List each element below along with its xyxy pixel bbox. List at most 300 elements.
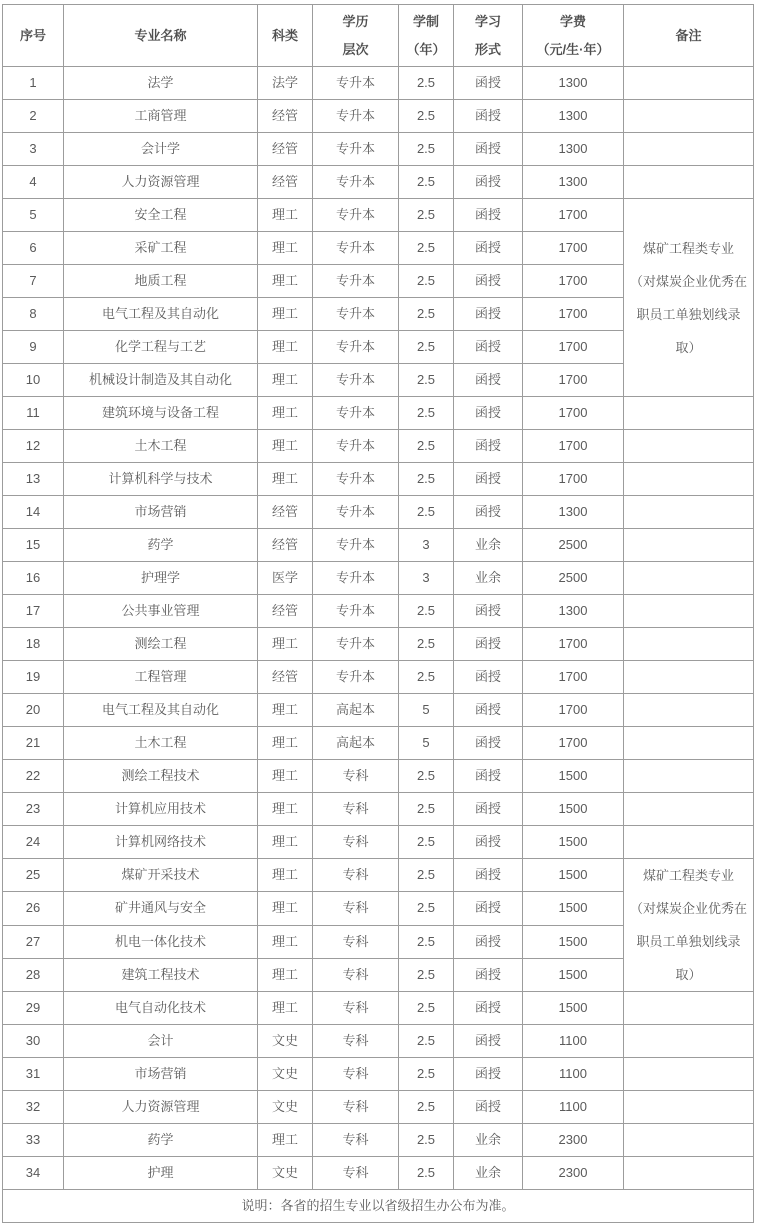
- cell-note-empty: [624, 133, 754, 166]
- cell-fee: 1500: [523, 892, 624, 925]
- cell-major: 药学: [64, 529, 258, 562]
- cell-level: 专科: [313, 1091, 399, 1124]
- table-row: [3, 529, 754, 562]
- table-header: [3, 5, 754, 67]
- cell-num: 30: [3, 1025, 64, 1058]
- cell-category: 理工: [258, 892, 313, 925]
- cell-form: 函授: [454, 265, 523, 298]
- cell-category: 经管: [258, 529, 313, 562]
- cell-fee: 1700: [523, 397, 624, 430]
- cell-category: 理工: [258, 925, 313, 958]
- header-label-line: 科类: [271, 27, 298, 43]
- table-row: [3, 133, 754, 166]
- table-row: [3, 1124, 754, 1157]
- cell-num: 31: [3, 1058, 64, 1091]
- table-row: [3, 199, 754, 232]
- cell-fee: 2300: [523, 1124, 624, 1157]
- table-row: [3, 694, 754, 727]
- cell-level: 专科: [313, 1058, 399, 1091]
- cell-years: 2.5: [399, 595, 454, 628]
- cell-note-empty: [624, 562, 754, 595]
- table-footer: [3, 1190, 754, 1223]
- cell-num: 26: [3, 892, 64, 925]
- cell-form: 函授: [454, 793, 523, 826]
- cell-major: 煤矿开采技术: [64, 859, 258, 892]
- header-cell-note: [624, 5, 754, 67]
- cell-form: 函授: [454, 958, 523, 991]
- cell-major: 计算机网络技术: [64, 826, 258, 859]
- cell-major: 计算机应用技术: [64, 793, 258, 826]
- cell-years: 2.5: [399, 232, 454, 265]
- cell-note-empty: [624, 166, 754, 199]
- cell-years: 2.5: [399, 199, 454, 232]
- cell-fee: 2500: [523, 529, 624, 562]
- cell-form: 函授: [454, 331, 523, 364]
- cell-years: 2.5: [399, 925, 454, 958]
- cell-major: 人力资源管理: [64, 1091, 258, 1124]
- cell-fee: 1300: [523, 595, 624, 628]
- cell-num: 28: [3, 958, 64, 991]
- table-row: [3, 859, 754, 892]
- cell-num: 33: [3, 1124, 64, 1157]
- cell-num: 27: [3, 925, 64, 958]
- cell-major: 矿井通风与安全: [64, 892, 258, 925]
- cell-major: 市场营销: [64, 496, 258, 529]
- cell-category: 理工: [258, 232, 313, 265]
- header-label-line: 专业名称: [134, 27, 187, 43]
- cell-num: 14: [3, 496, 64, 529]
- cell-note-empty: [624, 661, 754, 694]
- cell-years: 2.5: [399, 661, 454, 694]
- cell-level: 专升本: [313, 628, 399, 661]
- table-row: [3, 595, 754, 628]
- cell-fee: 1300: [523, 100, 624, 133]
- cell-level: 专科: [313, 958, 399, 991]
- table-row: [3, 430, 754, 463]
- cell-category: 理工: [258, 958, 313, 991]
- cell-num: 12: [3, 430, 64, 463]
- cell-form: 函授: [454, 496, 523, 529]
- cell-form: 函授: [454, 430, 523, 463]
- cell-major: 公共事业管理: [64, 595, 258, 628]
- cell-fee: 1700: [523, 661, 624, 694]
- cell-major: 人力资源管理: [64, 166, 258, 199]
- cell-form: 函授: [454, 760, 523, 793]
- cell-num: 8: [3, 298, 64, 331]
- cell-years: 2.5: [399, 397, 454, 430]
- header-label-line: 学制: [412, 13, 439, 29]
- footer-row: [3, 1190, 754, 1223]
- cell-years: 2.5: [399, 67, 454, 100]
- cell-fee: 1700: [523, 463, 624, 496]
- cell-fee: 1700: [523, 265, 624, 298]
- header-cell-years: [399, 5, 454, 67]
- cell-fee: 1500: [523, 925, 624, 958]
- cell-category: 文史: [258, 1091, 313, 1124]
- cell-num: 22: [3, 760, 64, 793]
- cell-category: 经管: [258, 595, 313, 628]
- cell-num: 20: [3, 694, 64, 727]
- cell-level: 专升本: [313, 331, 399, 364]
- cell-form: 函授: [454, 364, 523, 397]
- cell-form: 函授: [454, 298, 523, 331]
- cell-level: 专科: [313, 1025, 399, 1058]
- cell-years: 2.5: [399, 793, 454, 826]
- cell-num: 15: [3, 529, 64, 562]
- cell-category: 理工: [258, 331, 313, 364]
- cell-note-empty: [624, 793, 754, 826]
- cell-years: 3: [399, 562, 454, 595]
- cell-major: 电气工程及其自动化: [64, 298, 258, 331]
- cell-fee: 1300: [523, 133, 624, 166]
- cell-level: 专升本: [313, 397, 399, 430]
- cell-note-empty: [624, 430, 754, 463]
- cell-fee: 1700: [523, 694, 624, 727]
- cell-num: 34: [3, 1157, 64, 1190]
- note-line: 取）: [675, 339, 702, 355]
- cell-years: 5: [399, 694, 454, 727]
- header-label-line: 学习: [474, 13, 501, 29]
- cell-level: 专升本: [313, 298, 399, 331]
- table-row: [3, 496, 754, 529]
- cell-fee: 2300: [523, 1157, 624, 1190]
- cell-note-empty: [624, 1091, 754, 1124]
- cell-num: 19: [3, 661, 64, 694]
- cell-category: 医学: [258, 562, 313, 595]
- cell-num: 18: [3, 628, 64, 661]
- cell-note-empty: [624, 992, 754, 1025]
- cell-num: 32: [3, 1091, 64, 1124]
- cell-level: 专升本: [313, 100, 399, 133]
- note-line: 煤矿工程类专业: [642, 868, 734, 883]
- cell-note-empty: [624, 463, 754, 496]
- cell-num: 5: [3, 199, 64, 232]
- cell-category: 理工: [258, 463, 313, 496]
- cell-note-empty: [624, 1157, 754, 1190]
- cell-fee: 1500: [523, 826, 624, 859]
- cell-major: 计算机科学与技术: [64, 463, 258, 496]
- note-line: 取）: [675, 967, 702, 982]
- cell-category: 理工: [258, 793, 313, 826]
- note-line: （对煤炭企业优秀在: [629, 273, 747, 289]
- cell-category: 理工: [258, 430, 313, 463]
- cell-form: 函授: [454, 232, 523, 265]
- header-label-line: （年）: [406, 41, 446, 57]
- header-label-line: （元/生·年）: [536, 41, 610, 57]
- cell-form: 函授: [454, 727, 523, 760]
- cell-major: 采矿工程: [64, 232, 258, 265]
- cell-major: 机械设计制造及其自动化: [64, 364, 258, 397]
- table-row: [3, 562, 754, 595]
- table-row: [3, 628, 754, 661]
- cell-form: 函授: [454, 992, 523, 1025]
- cell-num: 25: [3, 859, 64, 892]
- table-row: [3, 826, 754, 859]
- cell-num: 13: [3, 463, 64, 496]
- cell-fee: 2500: [523, 562, 624, 595]
- cell-num: 4: [3, 166, 64, 199]
- cell-note-empty: [624, 1124, 754, 1157]
- cell-num: 7: [3, 265, 64, 298]
- cell-num: 16: [3, 562, 64, 595]
- cell-num: 9: [3, 331, 64, 364]
- header-label-line: 学历: [342, 13, 369, 29]
- cell-level: 专科: [313, 859, 399, 892]
- header-cell-level: [313, 5, 399, 67]
- cell-level: 高起本: [313, 727, 399, 760]
- cell-category: 理工: [258, 826, 313, 859]
- cell-form: 函授: [454, 925, 523, 958]
- cell-category: 理工: [258, 364, 313, 397]
- cell-form: 函授: [454, 199, 523, 232]
- cell-level: 专科: [313, 892, 399, 925]
- table-row: [3, 760, 754, 793]
- cell-form: 函授: [454, 397, 523, 430]
- cell-fee: 1500: [523, 859, 624, 892]
- cell-category: 理工: [258, 1124, 313, 1157]
- cell-form: 函授: [454, 595, 523, 628]
- cell-note-empty: [624, 496, 754, 529]
- cell-level: 专科: [313, 793, 399, 826]
- cell-major: 护理学: [64, 562, 258, 595]
- cell-category: 理工: [258, 760, 313, 793]
- header-cell-num: [3, 5, 64, 67]
- cell-level: 专升本: [313, 265, 399, 298]
- note-line: 职员工单独划线录: [636, 934, 741, 949]
- cell-num: 10: [3, 364, 64, 397]
- cell-fee: 1300: [523, 67, 624, 100]
- cell-years: 2.5: [399, 430, 454, 463]
- cell-major: 安全工程: [64, 199, 258, 232]
- cell-category: 理工: [258, 199, 313, 232]
- cell-level: 专升本: [313, 232, 399, 265]
- cell-years: 2.5: [399, 892, 454, 925]
- cell-major: 建筑环境与设备工程: [64, 397, 258, 430]
- cell-form: 函授: [454, 694, 523, 727]
- cell-form: 函授: [454, 1091, 523, 1124]
- cell-level: 专科: [313, 826, 399, 859]
- header-cell-fee: [523, 5, 624, 67]
- table-row: [3, 727, 754, 760]
- cell-form: 函授: [454, 133, 523, 166]
- cell-level: 专升本: [313, 199, 399, 232]
- cell-note-empty: [624, 727, 754, 760]
- table-row: [3, 397, 754, 430]
- cell-years: 2.5: [399, 364, 454, 397]
- cell-category: 理工: [258, 298, 313, 331]
- cell-major: 化学工程与工艺: [64, 331, 258, 364]
- cell-form: 业余: [454, 1124, 523, 1157]
- cell-level: 专升本: [313, 463, 399, 496]
- cell-fee: 1700: [523, 331, 624, 364]
- cell-major: 护理: [64, 1157, 258, 1190]
- cell-years: 3: [399, 529, 454, 562]
- cell-years: 2.5: [399, 1058, 454, 1091]
- cell-form: 业余: [454, 529, 523, 562]
- note-line: 职员工单独划线录: [636, 306, 741, 322]
- cell-num: 24: [3, 826, 64, 859]
- table-row: [3, 793, 754, 826]
- cell-note-empty: [624, 595, 754, 628]
- cell-note-merged: [624, 859, 754, 992]
- cell-num: 1: [3, 67, 64, 100]
- cell-years: 2.5: [399, 496, 454, 529]
- cell-fee: 1300: [523, 496, 624, 529]
- cell-note-empty: [624, 826, 754, 859]
- cell-num: 3: [3, 133, 64, 166]
- cell-fee: 1500: [523, 760, 624, 793]
- cell-category: 经管: [258, 100, 313, 133]
- cell-years: 2.5: [399, 100, 454, 133]
- cell-years: 2.5: [399, 1157, 454, 1190]
- header-row: [3, 5, 754, 67]
- cell-form: 函授: [454, 1058, 523, 1091]
- cell-form: 函授: [454, 100, 523, 133]
- cell-note-empty: [624, 628, 754, 661]
- cell-level: 高起本: [313, 694, 399, 727]
- cell-major: 工程管理: [64, 661, 258, 694]
- cell-major: 土木工程: [64, 727, 258, 760]
- cell-form: 函授: [454, 661, 523, 694]
- cell-years: 2.5: [399, 166, 454, 199]
- cell-years: 2.5: [399, 331, 454, 364]
- cell-years: 2.5: [399, 826, 454, 859]
- cell-form: 函授: [454, 166, 523, 199]
- cell-major: 建筑工程技术: [64, 958, 258, 991]
- cell-note-merged: [624, 199, 754, 397]
- header-label-line: 学费: [559, 13, 586, 29]
- cell-fee: 1700: [523, 298, 624, 331]
- cell-category: 理工: [258, 265, 313, 298]
- cell-level: 专升本: [313, 496, 399, 529]
- cell-major: 测绘工程技术: [64, 760, 258, 793]
- cell-level: 专科: [313, 1124, 399, 1157]
- cell-years: 2.5: [399, 133, 454, 166]
- table-row: [3, 661, 754, 694]
- table-row: [3, 992, 754, 1025]
- cell-major: 地质工程: [64, 265, 258, 298]
- cell-major: 电气自动化技术: [64, 992, 258, 1025]
- cell-note-empty: [624, 100, 754, 133]
- header-cell-form: [454, 5, 523, 67]
- footer-note: 说明：各省的招生专业以省级招生办公布为准。: [3, 1190, 754, 1223]
- cell-years: 2.5: [399, 1124, 454, 1157]
- cell-years: 2.5: [399, 463, 454, 496]
- cell-note-empty: [624, 760, 754, 793]
- header-label-line: 层次: [342, 41, 369, 57]
- cell-fee: 1700: [523, 364, 624, 397]
- cell-years: 5: [399, 727, 454, 760]
- cell-years: 2.5: [399, 760, 454, 793]
- cell-years: 2.5: [399, 859, 454, 892]
- table-row: [3, 67, 754, 100]
- note-line: （对煤炭企业优秀在: [629, 901, 747, 916]
- cell-form: 函授: [454, 892, 523, 925]
- cell-level: 专升本: [313, 595, 399, 628]
- cell-level: 专升本: [313, 430, 399, 463]
- cell-num: 29: [3, 992, 64, 1025]
- cell-level: 专升本: [313, 166, 399, 199]
- cell-level: 专科: [313, 1157, 399, 1190]
- cell-category: 理工: [258, 727, 313, 760]
- table-body: [3, 67, 754, 1190]
- cell-level: 专升本: [313, 529, 399, 562]
- header-label-line: 序号: [19, 27, 46, 43]
- cell-level: 专科: [313, 992, 399, 1025]
- table-row: [3, 1091, 754, 1124]
- table-row: [3, 1157, 754, 1190]
- cell-category: 文史: [258, 1058, 313, 1091]
- cell-category: 经管: [258, 166, 313, 199]
- cell-note-empty: [624, 67, 754, 100]
- header-label-line: 备注: [675, 27, 702, 43]
- cell-major: 测绘工程: [64, 628, 258, 661]
- cell-form: 函授: [454, 826, 523, 859]
- cell-level: 专科: [313, 760, 399, 793]
- cell-form: 业余: [454, 1157, 523, 1190]
- table-row: [3, 100, 754, 133]
- cell-num: 23: [3, 793, 64, 826]
- cell-form: 函授: [454, 1025, 523, 1058]
- cell-category: 理工: [258, 859, 313, 892]
- cell-category: 经管: [258, 496, 313, 529]
- cell-form: 函授: [454, 628, 523, 661]
- cell-category: 法学: [258, 67, 313, 100]
- table-row: [3, 463, 754, 496]
- cell-fee: 1100: [523, 1091, 624, 1124]
- cell-level: 专科: [313, 925, 399, 958]
- cell-num: 21: [3, 727, 64, 760]
- cell-fee: 1100: [523, 1025, 624, 1058]
- cell-years: 2.5: [399, 628, 454, 661]
- cell-fee: 1700: [523, 199, 624, 232]
- cell-form: 业余: [454, 562, 523, 595]
- cell-category: 理工: [258, 628, 313, 661]
- note-line: 煤矿工程类专业: [642, 240, 734, 256]
- cell-note-empty: [624, 529, 754, 562]
- table-row: [3, 1058, 754, 1091]
- cell-num: 6: [3, 232, 64, 265]
- cell-major: 市场营销: [64, 1058, 258, 1091]
- cell-note-empty: [624, 1025, 754, 1058]
- cell-fee: 1500: [523, 992, 624, 1025]
- cell-category: 经管: [258, 661, 313, 694]
- cell-num: 2: [3, 100, 64, 133]
- cell-major: 会计学: [64, 133, 258, 166]
- cell-major: 机电一体化技术: [64, 925, 258, 958]
- table-row: [3, 166, 754, 199]
- cell-years: 2.5: [399, 1091, 454, 1124]
- cell-major: 工商管理: [64, 100, 258, 133]
- cell-category: 文史: [258, 1157, 313, 1190]
- cell-num: 11: [3, 397, 64, 430]
- cell-level: 专升本: [313, 364, 399, 397]
- cell-category: 理工: [258, 992, 313, 1025]
- cell-category: 经管: [258, 133, 313, 166]
- header-cell-category: [258, 5, 313, 67]
- cell-level: 专升本: [313, 133, 399, 166]
- cell-major: 法学: [64, 67, 258, 100]
- header-label-line: 形式: [474, 41, 501, 57]
- cell-category: 文史: [258, 1025, 313, 1058]
- cell-fee: 1700: [523, 430, 624, 463]
- cell-form: 函授: [454, 463, 523, 496]
- cell-level: 专升本: [313, 562, 399, 595]
- cell-years: 2.5: [399, 265, 454, 298]
- cell-fee: 1100: [523, 1058, 624, 1091]
- cell-fee: 1300: [523, 166, 624, 199]
- cell-major: 土木工程: [64, 430, 258, 463]
